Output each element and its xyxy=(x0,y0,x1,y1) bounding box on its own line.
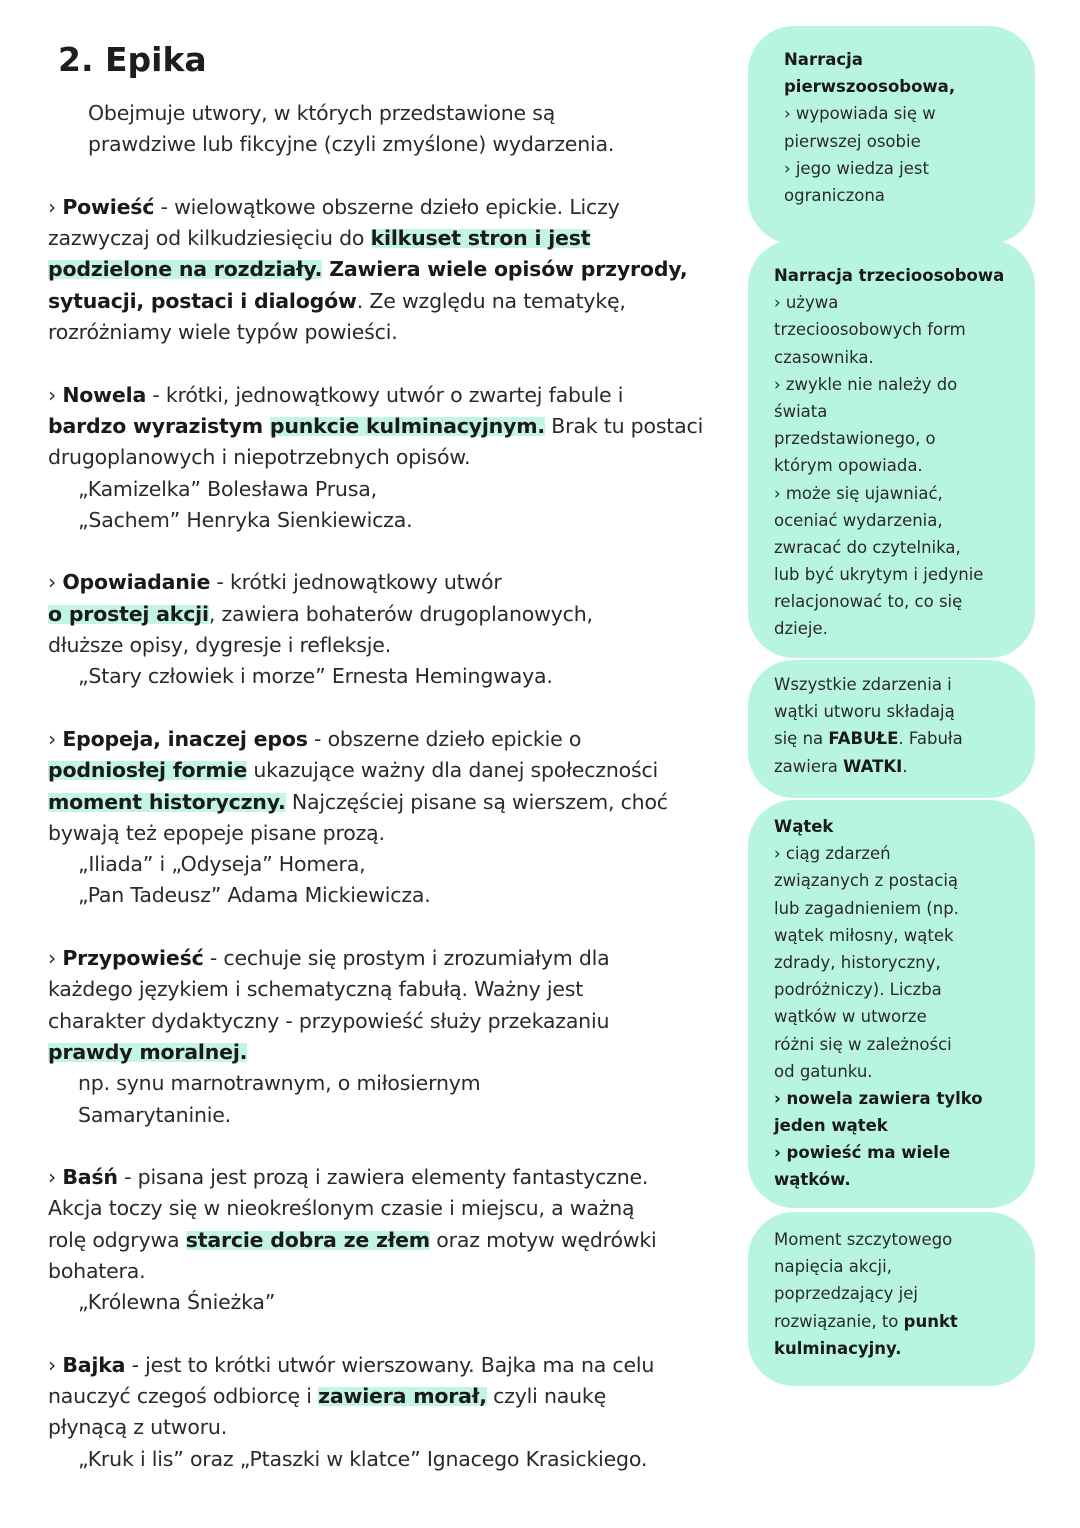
note-line xyxy=(774,698,1015,725)
text-line xyxy=(48,880,738,911)
note-third-person-narration xyxy=(748,240,1035,658)
bold-text: Zawiera wiele opisów przyrody, xyxy=(322,257,688,282)
text: nauczyć czegoś odbiorcę i xyxy=(48,1384,319,1409)
text: Wszystkie zdarzenia i xyxy=(774,675,952,694)
text: zazwyczaj od kilkudziesięciu do xyxy=(48,226,371,251)
bold-text: Narracja trzecioosobowa xyxy=(774,266,1005,285)
spacer xyxy=(48,161,738,192)
note-line xyxy=(774,425,1015,452)
note-line xyxy=(774,1308,1015,1335)
text: › xyxy=(48,1352,63,1377)
bold-text: Bajka xyxy=(62,1352,126,1377)
text: › zwykle nie należy do xyxy=(774,374,958,394)
text: podróżniczy). Liczba xyxy=(774,980,942,1000)
note-line xyxy=(774,1112,1015,1139)
text-line xyxy=(48,755,738,786)
note-line xyxy=(774,1058,1015,1085)
text: wątki utworu składają xyxy=(774,702,955,722)
text: relacjonować to, co się xyxy=(774,592,963,612)
text: napięcia akcji, xyxy=(774,1257,892,1277)
highlighted-text: prawdy moralnej. xyxy=(48,1039,248,1064)
text: › xyxy=(48,946,63,971)
text: lub być ukrytym i jedynie xyxy=(774,565,984,585)
text: się na xyxy=(774,729,829,749)
text-line xyxy=(48,411,738,442)
note-line xyxy=(774,561,1015,588)
note-line xyxy=(774,1280,1015,1307)
note-line xyxy=(774,534,1015,561)
text: „Królewna Śnieżka” xyxy=(78,1290,276,1315)
note-line xyxy=(784,155,1015,182)
note-line xyxy=(774,344,1015,371)
text-line xyxy=(48,1193,738,1224)
text: Brak tu postaci xyxy=(544,413,704,438)
text-line xyxy=(48,317,738,348)
text: › xyxy=(48,194,63,219)
bold-text: kulminacyjny. xyxy=(774,1338,902,1358)
note-line xyxy=(774,1031,1015,1058)
text: ukazujące ważny dla danej społeczności xyxy=(247,758,659,783)
text: rozwiązanie, to xyxy=(774,1311,904,1331)
spacer xyxy=(48,693,738,724)
text: . Ze względu na tematykę, xyxy=(356,288,626,313)
text-line xyxy=(48,599,738,630)
text: dzieje. xyxy=(774,619,828,639)
text: dłuższe opisy, dygresje i refleksje. xyxy=(48,633,392,658)
text: Obejmuje utwory, w których przedstawione są xyxy=(88,101,556,125)
text: każdego językiem i schematyczną fabułą. Ważny jest xyxy=(48,977,584,1002)
text: zawiera xyxy=(774,756,844,776)
text: wątek miłosny, wątek xyxy=(774,925,954,945)
text-line xyxy=(48,1256,738,1287)
text: pierwszej osobie xyxy=(784,131,921,151)
text: › może się ujawniać, xyxy=(774,483,943,503)
note-line xyxy=(774,753,1015,780)
text: , zawiera bohaterów drugoplanowych, xyxy=(208,601,593,626)
text-line xyxy=(48,505,738,536)
text: › xyxy=(48,570,63,595)
text-line xyxy=(48,192,738,223)
note-thread xyxy=(748,800,1035,1208)
text: rozróżniamy wiele typów powieści. xyxy=(48,320,398,345)
text: oraz motyw wędrówki xyxy=(429,1227,657,1252)
note-line xyxy=(774,725,1015,752)
highlighted-text: podniosłej formie xyxy=(48,758,248,783)
text-line xyxy=(48,787,738,818)
note-line xyxy=(774,976,1015,1003)
note-line xyxy=(774,671,1015,698)
text: charakter dydaktyczny - przypowieść służy przekazaniu xyxy=(48,1008,610,1033)
bold-text: WATKI xyxy=(843,756,903,776)
note-line xyxy=(784,128,1015,155)
note-line xyxy=(774,1085,1015,1112)
highlighted-text: moment historyczny. xyxy=(48,789,286,814)
note-line xyxy=(774,398,1015,425)
text-line xyxy=(48,849,738,880)
note-line xyxy=(784,100,1015,127)
text-line xyxy=(48,1225,738,1256)
text: › xyxy=(48,726,63,751)
bold-text: Przypowieść xyxy=(62,946,204,971)
text: rolę odgrywa xyxy=(48,1227,186,1252)
text: Moment szczytowego xyxy=(774,1230,953,1249)
text: czyli naukę xyxy=(486,1384,607,1409)
highlighted-text: punkcie kulminacyjnym. xyxy=(269,413,545,438)
text-line xyxy=(48,1162,738,1193)
note-line xyxy=(774,615,1015,642)
note-line xyxy=(774,1226,1015,1253)
note-line xyxy=(774,1139,1015,1166)
text: bywają też epopeje pisane prozą. xyxy=(48,820,385,845)
text: oceniać wydarzenia, xyxy=(774,510,943,530)
text-line xyxy=(48,1444,738,1475)
text: „Kruk i lis” oraz „Ptaszki w klatce” Ignacego Krasickiego. xyxy=(78,1446,648,1471)
text: zwracać do czytelnika, xyxy=(774,537,961,557)
text: › xyxy=(48,382,63,407)
text: prawdziwe lub fikcyjne (czyli zmyślone) wydarzenia. xyxy=(88,132,615,157)
text: . Fabuła xyxy=(898,729,963,749)
text-line xyxy=(48,1350,738,1381)
note-line xyxy=(774,507,1015,534)
text: różni się w zależności xyxy=(774,1034,952,1054)
spacer xyxy=(48,1131,738,1162)
note-line xyxy=(774,1003,1015,1030)
text: › ciąg zdarzeń xyxy=(774,844,891,864)
text-line xyxy=(48,1037,738,1068)
text-line xyxy=(48,943,738,974)
text-line xyxy=(48,661,738,692)
text-line xyxy=(48,818,738,849)
text: ograniczona xyxy=(784,185,885,205)
spacer xyxy=(48,348,738,379)
note-line xyxy=(784,182,1015,209)
text: trzecioosobowych form xyxy=(774,320,966,340)
note-line xyxy=(774,840,1015,867)
text: › wypowiada się w xyxy=(784,104,936,124)
text: › jego wiedza jest xyxy=(784,158,929,178)
text-line xyxy=(48,630,738,661)
text-line xyxy=(48,1287,738,1318)
note-line xyxy=(774,949,1015,976)
text: Najczęściej pisane są wierszem, choć xyxy=(285,789,668,814)
note-first-person-narration xyxy=(748,26,1035,244)
text-line xyxy=(48,1381,738,1412)
text: - krótki jednowątkowy utwór xyxy=(210,570,502,595)
note-plot xyxy=(748,660,1035,798)
text: - wielowątkowe obszerne dzieło epickie. Liczy xyxy=(154,194,620,219)
text-line xyxy=(48,442,738,473)
note-line xyxy=(774,588,1015,615)
highlighted-text: zawiera morał, xyxy=(318,1384,487,1409)
text-line xyxy=(48,1006,738,1037)
note-line xyxy=(774,922,1015,949)
bold-text: sytuacji, postaci i dialogów xyxy=(48,288,357,313)
highlighted-text: starcie dobra ze złem xyxy=(185,1227,430,1252)
text: Samarytaninie. xyxy=(78,1102,231,1127)
note-line xyxy=(774,262,1015,289)
text: - jest to krótki utwór wierszowany. Bajka ma na celu xyxy=(125,1352,655,1377)
text: „Kamizelka” Bolesława Prusa, xyxy=(78,476,377,501)
note-line xyxy=(774,813,1015,840)
highlighted-text: o prostej akcji xyxy=(48,601,209,626)
highlighted-text: kilkuset stron i jest xyxy=(370,226,591,251)
text: - pisana jest prozą i zawiera elementy fantastyczne. xyxy=(117,1165,649,1190)
note-line xyxy=(774,480,1015,507)
text: czasownika. xyxy=(774,347,874,367)
note-line xyxy=(774,371,1015,398)
section-title: 2. Epika xyxy=(58,40,207,79)
text: od gatunku. xyxy=(774,1061,873,1081)
text: „Sachem” Henryka Sienkiewicza. xyxy=(78,507,413,532)
text-line xyxy=(48,98,738,129)
text: . xyxy=(902,756,908,776)
text: bohatera. xyxy=(48,1258,146,1283)
bold-text: Opowiadanie xyxy=(62,570,211,595)
text: wątków w utworze xyxy=(774,1007,927,1027)
text: płynącą z utworu. xyxy=(48,1415,228,1440)
text-line xyxy=(48,286,738,317)
bold-text: Epopeja, inaczej epos xyxy=(62,726,308,751)
text: › używa xyxy=(774,293,839,313)
text: związanych z postacią xyxy=(774,871,959,891)
note-line xyxy=(774,316,1015,343)
bold-text: Powieść xyxy=(62,194,155,219)
bold-text: pierwszoosobowa, xyxy=(784,77,956,97)
text: „Iliada” i „Odyseja” Homera, xyxy=(78,852,366,877)
text-line xyxy=(48,1412,738,1443)
text: - cechuje się prostym i zrozumiałym dla xyxy=(203,946,610,971)
text: - obszerne dzieło epickie o xyxy=(307,726,582,751)
text: zdrady, historyczny, xyxy=(774,952,941,972)
note-line xyxy=(774,1166,1015,1193)
bold-text: Narracja xyxy=(784,50,863,69)
note-climax xyxy=(748,1212,1035,1386)
note-line xyxy=(784,46,1015,73)
bold-text: wątków. xyxy=(774,1170,851,1190)
text: lub zagadnieniem (np. xyxy=(774,898,959,918)
spacer xyxy=(48,912,738,943)
text-line xyxy=(48,254,738,285)
text: Akcja toczy się w nieokreślonym czasie i miejscu, a ważną xyxy=(48,1196,635,1221)
text-line xyxy=(48,974,738,1005)
spacer xyxy=(48,536,738,567)
bold-text: Nowela xyxy=(62,382,147,407)
note-line xyxy=(774,867,1015,894)
text: np. synu marnotrawnym, o miłosiernym xyxy=(78,1071,481,1096)
text-line xyxy=(48,474,738,505)
text-line xyxy=(48,1068,738,1099)
highlighted-text: podzielone na rozdziały. xyxy=(48,257,323,282)
text: „Stary człowiek i morze” Ernesta Hemingwaya. xyxy=(78,664,553,689)
bold-text: FABUŁE xyxy=(828,729,899,749)
note-line xyxy=(774,1253,1015,1280)
text: „Pan Tadeusz” Adama Mickiewicza. xyxy=(78,883,431,908)
bold-text: Wątek xyxy=(774,817,834,836)
bold-text: punkt xyxy=(903,1311,958,1331)
text: przedstawionego, o xyxy=(774,429,936,449)
text: - krótki, jednowątkowy utwór o zwartej fabule i xyxy=(146,382,624,407)
text: którym opowiada. xyxy=(774,456,923,476)
text: poprzedzający jej xyxy=(774,1284,918,1304)
text-line xyxy=(48,724,738,755)
text-line xyxy=(48,567,738,598)
text: świata xyxy=(774,401,828,421)
bold-text: › nowela zawiera tylko xyxy=(774,1088,983,1108)
spacer xyxy=(48,1319,738,1350)
text-line xyxy=(48,223,738,254)
text-line xyxy=(48,380,738,411)
bold-text: jeden wątek xyxy=(774,1116,888,1136)
main-text xyxy=(48,98,738,1475)
note-line xyxy=(774,1335,1015,1362)
bold-text: Baśń xyxy=(62,1165,118,1190)
bold-text: › powieść ma wiele xyxy=(774,1143,951,1163)
note-line xyxy=(784,73,1015,100)
text: drugoplanowych i niepotrzebnych opisów. xyxy=(48,445,471,470)
text: › xyxy=(48,1165,63,1190)
note-line xyxy=(774,289,1015,316)
text-line xyxy=(48,129,738,160)
bold-text: bardzo wyrazistym xyxy=(48,413,270,438)
text-line xyxy=(48,1100,738,1131)
note-line xyxy=(774,452,1015,479)
note-line xyxy=(774,895,1015,922)
